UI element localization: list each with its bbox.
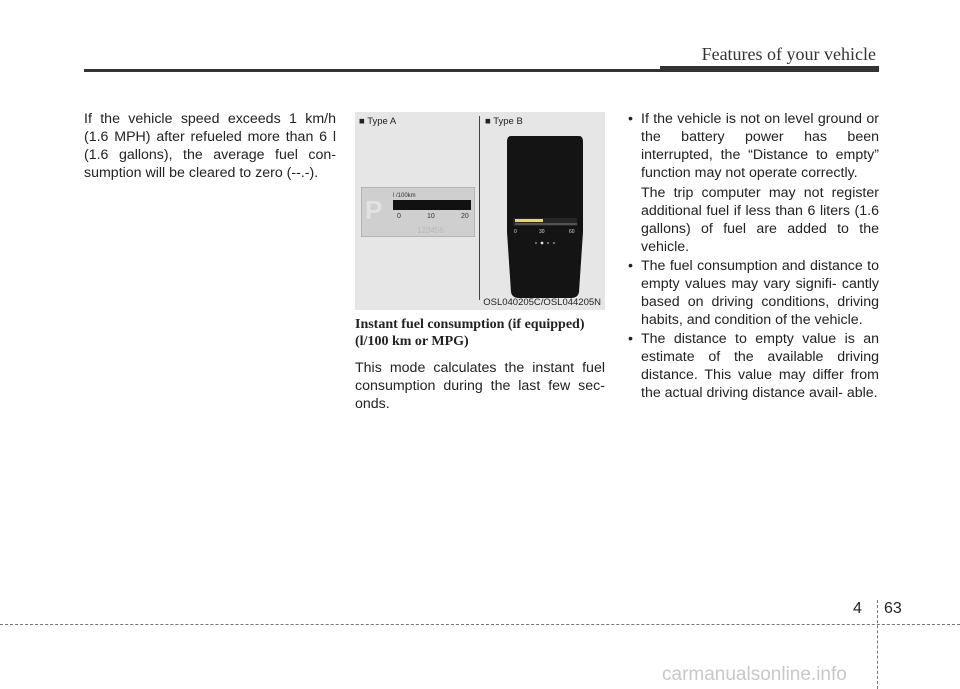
scale-tick-0: 0: [514, 229, 517, 235]
watermark: carmanualsonline.info: [662, 664, 847, 685]
type-b-label: ■ Type B: [485, 116, 523, 127]
type-a-label: ■ Type A: [359, 116, 397, 127]
bullet-text: • If the vehicle is not on level ground or the battery power has been interrupted, the “Distance to empty” function may not operate correctly.: [641, 111, 879, 181]
consumption-bar-yellow: [515, 219, 543, 222]
bullet-note: The trip computer may not register additional fuel if less than 6 liters (1.6 gallons) of fuel are added to the vehicle.: [641, 185, 879, 255]
bullet-item: [624, 330, 879, 402]
scale-tick-20: 20: [461, 213, 469, 220]
instant-fuel-heading: Instant fuel consumption (if equipped) (l/100 km or MPG): [355, 317, 585, 349]
scale-tick-60: 60: [569, 229, 575, 235]
instant-fuel-paragraph: This mode calculates the instant fuel consumption during the last few sec- onds.: [355, 360, 605, 412]
page-number: 63: [884, 600, 902, 617]
gear-indicator: P: [365, 195, 383, 225]
bullet-text: • The distance to empty value is an estimate of the available driving distance. This value may differ from the actual driving distance avail- able.: [641, 331, 879, 401]
unit-label: l /100km: [393, 193, 416, 199]
left-column: [84, 110, 336, 182]
header-rule-accent: [660, 66, 879, 72]
figure-divider: [479, 116, 480, 300]
header-title: Features of your vehicle: [701, 44, 876, 64]
type-a-display: [361, 187, 475, 237]
bullet-text: • The fuel consumption and distance to empty values may vary signifi- cantly based on driving conditions, driving habits, and condition of the vehicle.: [641, 258, 879, 328]
bullet-item: [624, 257, 879, 329]
cluster-figure: [355, 112, 605, 310]
consumption-bar: [393, 200, 471, 210]
footer-rule: [0, 624, 960, 625]
chapter-number: 4: [853, 600, 862, 617]
speed-reset-paragraph: If the vehicle speed exceeds 1 km/h (1.6 MPH) after refueled more than 6 l (1.6 gallons), the average fuel con- sumption will be cleared to zero (--.-).: [84, 111, 336, 181]
scale-tick-30: 30: [539, 229, 545, 235]
right-column: [624, 110, 879, 403]
middle-column: [355, 316, 605, 413]
footer-divider: [877, 600, 878, 689]
odometer-readout: 123456: [417, 226, 444, 235]
figure-code: OSL040205C/OSL044205N: [483, 297, 601, 308]
scale-tick-0: 0: [397, 213, 401, 220]
scale-tick-10: 10: [427, 213, 435, 220]
bullet-item: [624, 110, 879, 256]
type-b-display: [505, 132, 585, 302]
